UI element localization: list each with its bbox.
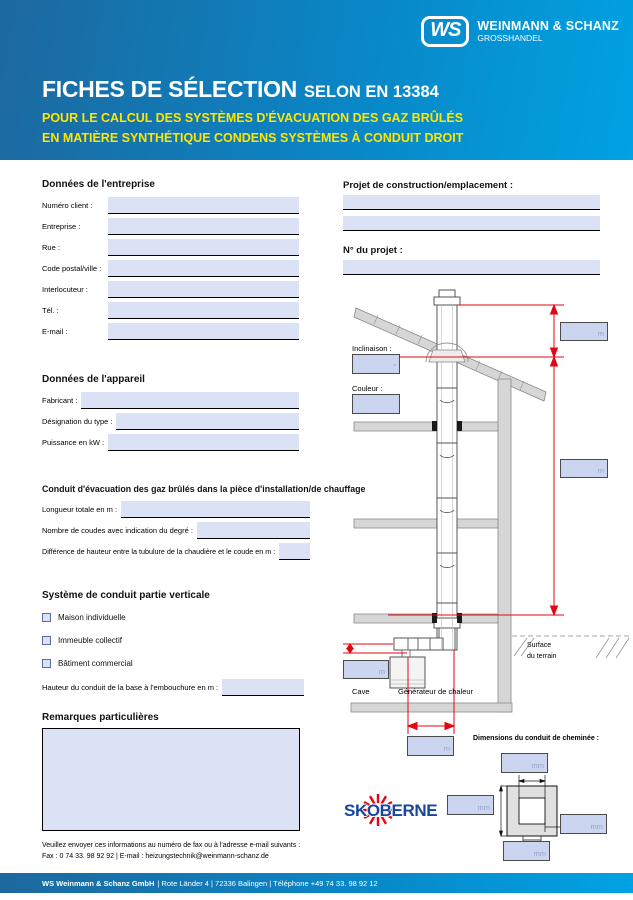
- send-instructions: Veuillez envoyer ces informations au numéro de fax ou à l'adresse e-mail suivants : Fax : 0 74 33. 98 92 92 | E-mail : heizungstechnik@weinmann-schanz.de: [42, 841, 362, 862]
- street-label: Rue :: [42, 243, 60, 252]
- dim-boiler-offset-input[interactable]: m: [343, 660, 389, 679]
- footer-company: WS Weinmann & Schanz GmbH: [42, 878, 155, 888]
- page-subtitle: POUR LE CALCUL DES SYSTÈMES D'ÉVACUATION DES GAZ BRÛLÉS EN MATIÈRE SYNTHÉTIQUE CONDENS SYSTÈMES À CONDUIT DROIT: [42, 111, 464, 145]
- remarks-textarea[interactable]: [42, 728, 300, 831]
- field-row: [42, 677, 304, 698]
- header-banner: [0, 0, 633, 160]
- field-row: [42, 258, 299, 279]
- company-heading: Données de l'entreprise: [42, 179, 155, 190]
- project-number-input[interactable]: [343, 260, 600, 275]
- chimney-dimensions-label: Dimensions du conduit de cheminée :: [473, 735, 600, 742]
- client-number-label: Numéro client :: [42, 201, 93, 210]
- type-input[interactable]: [116, 413, 299, 430]
- type-label: Désignation du type :: [42, 417, 113, 426]
- email-input[interactable]: [108, 323, 299, 340]
- flue-heading: Conduit d'évacuation des gaz brûlés dans la pièce d'installation/de chauffage: [42, 484, 366, 494]
- field-row: [42, 300, 299, 321]
- dim-above-roof-input[interactable]: m: [560, 322, 608, 341]
- manufacturer-input[interactable]: [81, 392, 299, 409]
- duct-height-label: Hauteur du conduit de la base à l'embouchure en m :: [42, 683, 219, 692]
- appliance-heading: Données de l'appareil: [42, 374, 145, 385]
- field-row: [42, 195, 299, 216]
- footer-address: | Rote Länder 4 | 72336 Balingen | Téléphone +49 74 33. 98 92 12: [157, 878, 378, 888]
- total-length-input[interactable]: [121, 501, 310, 518]
- bends-label: Nombre de coudes avec indication du degré :: [42, 526, 193, 535]
- manufacturer-label: Fabricant :: [42, 396, 78, 405]
- roof-inclination-input[interactable]: °: [352, 354, 400, 374]
- field-row: [42, 520, 310, 541]
- project-number-heading: N° du projet :: [343, 245, 403, 256]
- field-row: [42, 390, 299, 411]
- zip-city-input[interactable]: [108, 260, 299, 277]
- field-row: [42, 411, 299, 432]
- page-title-norm: SELON EN 13384: [304, 83, 439, 101]
- chimney-dim-left-input[interactable]: mm: [447, 795, 494, 815]
- inclination-label: Inclinaison :: [352, 344, 392, 353]
- bends-input[interactable]: [197, 522, 310, 539]
- field-row: [42, 216, 299, 237]
- street-input[interactable]: [108, 239, 299, 256]
- company-input[interactable]: [108, 218, 299, 235]
- project-line1-input[interactable]: [343, 195, 600, 210]
- ws-logo: [421, 16, 619, 47]
- section-company: [42, 179, 299, 342]
- zip-city-label: Code postal/ville :: [42, 264, 102, 273]
- total-length-label: Longueur totale en m :: [42, 505, 118, 514]
- duct-height-input[interactable]: [222, 679, 304, 696]
- chimney-dim-right-input[interactable]: mm: [560, 814, 607, 834]
- power-input[interactable]: [108, 434, 299, 451]
- option-row: [42, 629, 304, 652]
- page-title: FICHES DE SÉLECTION SELON EN 13384: [42, 76, 439, 102]
- field-row: [42, 279, 299, 300]
- roof-color-input[interactable]: [352, 394, 400, 414]
- skoberne-logo: [344, 795, 444, 829]
- phone-input[interactable]: [108, 302, 299, 319]
- field-row: [42, 541, 310, 562]
- field-row: [42, 321, 299, 342]
- basement-label: Cave: [352, 687, 370, 696]
- contact-label: Interlocuteur :: [42, 285, 88, 294]
- field-row: [42, 499, 310, 520]
- brand-subtitle: GROSSHANDEL: [477, 32, 543, 43]
- dim-boiler-distance-input[interactable]: m: [407, 736, 454, 756]
- section-appliance: [42, 374, 299, 453]
- section-project: [343, 180, 600, 237]
- power-label: Puissance en kW :: [42, 438, 105, 447]
- ws-logo-mark: WS: [421, 16, 469, 47]
- vertical-heading: Système de conduit partie verticale: [42, 590, 210, 601]
- email-label: E-mail :: [42, 327, 68, 336]
- heat-generator-label: Générateur de chaleur: [398, 687, 474, 696]
- section-vertical: [42, 590, 304, 698]
- footer-bar: [0, 873, 633, 893]
- contact-input[interactable]: [108, 281, 299, 298]
- fax-email-line: Fax : 0 74 33. 98 92 92 | E-mail : heizungstechnik@weinmann-schanz.de: [42, 852, 269, 860]
- option-row: [42, 606, 304, 629]
- apartment-building-label: Immeuble collectif: [58, 636, 123, 645]
- dim-vertical-height-input[interactable]: m: [560, 459, 608, 478]
- ground-surface-label: Surface du terrain: [527, 642, 557, 660]
- color-label: Couleur :: [352, 384, 383, 393]
- company-label: Entreprise :: [42, 222, 81, 231]
- project-heading: Projet de construction/emplacement :: [343, 180, 513, 191]
- field-row: [42, 432, 299, 453]
- client-number-input[interactable]: [108, 197, 299, 214]
- option-row: [42, 652, 304, 675]
- commercial-building-label: Bâtiment commercial: [58, 659, 133, 668]
- height-diff-input[interactable]: [279, 543, 310, 560]
- chimney-dim-bottom-input[interactable]: mm: [503, 841, 550, 861]
- checkbox-commercial-building[interactable]: [42, 659, 51, 668]
- skoberne-wordmark: SKOBERNE: [344, 801, 438, 820]
- remarks-heading: Remarques particulières: [42, 712, 159, 723]
- chimney-dim-top-input[interactable]: mm: [501, 753, 548, 773]
- field-row: [42, 237, 299, 258]
- checkbox-single-house[interactable]: [42, 613, 51, 622]
- section-project-number: [343, 245, 600, 281]
- checkbox-apartment-building[interactable]: [42, 636, 51, 645]
- phone-label: Tél. :: [42, 306, 59, 315]
- section-remarks: [42, 712, 300, 831]
- project-line2-input[interactable]: [343, 216, 600, 231]
- height-diff-label: Différence de hauteur entre la tubulure de la chaudière et le coude en m :: [42, 547, 276, 556]
- brand-name: WEINMANN & SCHANZ: [477, 19, 619, 34]
- section-flue: [42, 484, 366, 562]
- single-house-label: Maison individuelle: [58, 613, 126, 622]
